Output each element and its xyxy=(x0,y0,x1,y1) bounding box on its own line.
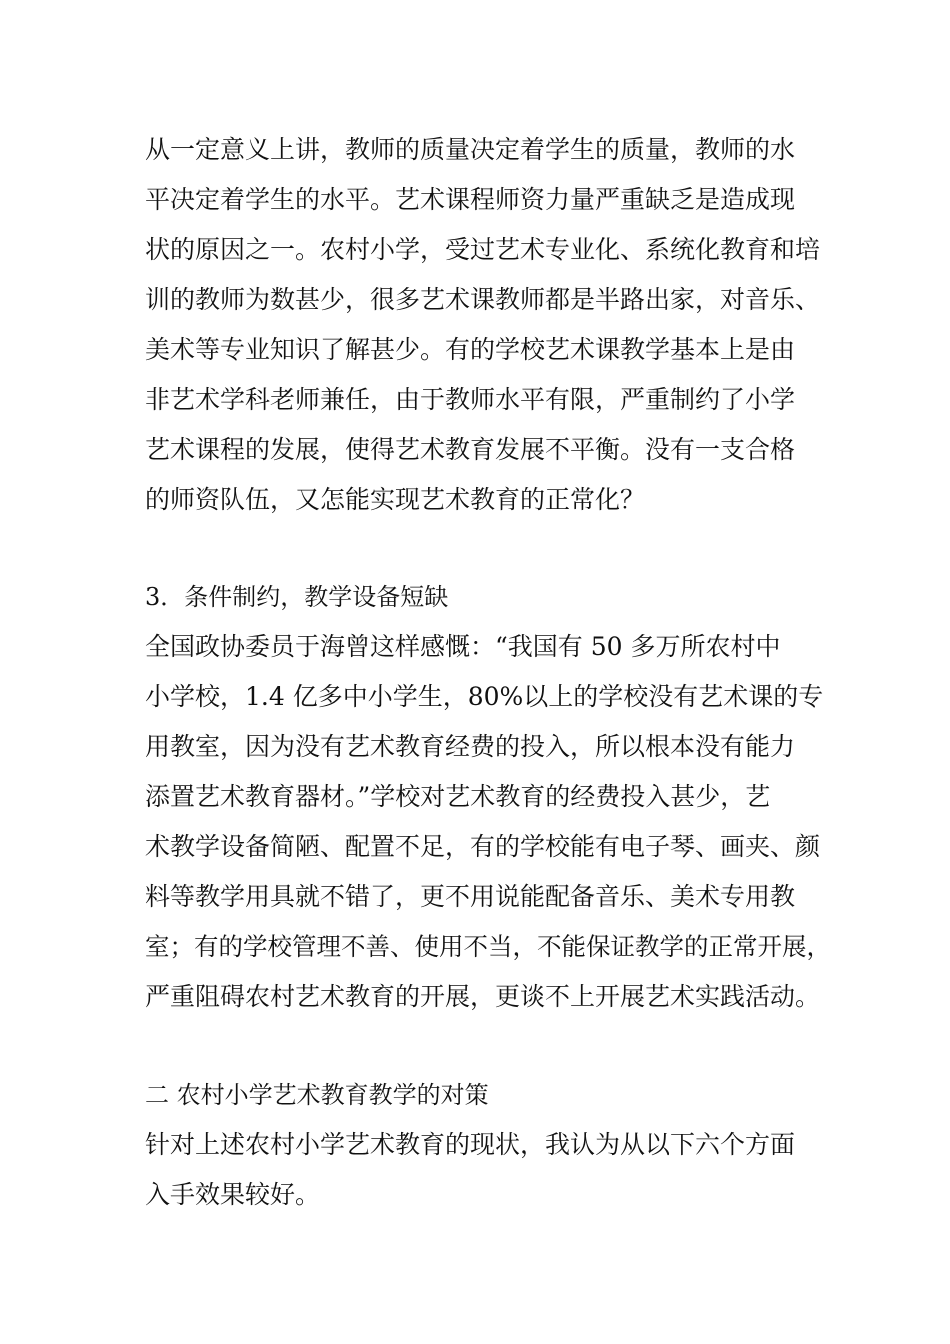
paragraph-line: 艺术课程的发展，使得艺术教育发展不平衡。没有一支合格 xyxy=(145,435,796,464)
paragraph-line: 状的原因之一。农村小学，受过艺术专业化、系统化教育和培 xyxy=(145,235,821,264)
paragraph-line: 针对上述农村小学艺术教育的现状，我认为从以下六个方面 xyxy=(145,1130,796,1159)
paragraph-line: 美术等专业知识了解甚少。有的学校艺术课教学基本上是由 xyxy=(145,335,796,364)
paragraph-line: 用教室，因为没有艺术教育经费的投入，所以根本没有能力 xyxy=(145,732,796,761)
paragraph-line: 入手效果较好。 xyxy=(145,1180,321,1209)
paragraph-line: 小学校，1.4 亿多中小学生，80%以上的学校没有艺术课的专 xyxy=(145,682,824,711)
paragraph-line: 添置艺术教育器材。”学校对艺术教育的经费投入甚少，艺 xyxy=(145,782,771,811)
paragraph-line: 术教学设备简陋、配置不足，有的学校能有电子琴、画夹、颜 xyxy=(145,832,821,861)
paragraph-line: 非艺术学科老师兼任，由于教师水平有限，严重制约了小学 xyxy=(145,385,796,414)
paragraph-line: 的师资队伍，又怎能实现艺术教育的正常化？ xyxy=(145,485,646,514)
paragraph-line: 严重阻碍农村艺术教育的开展，更谈不上开展艺术实践活动。 xyxy=(145,982,821,1011)
paragraph-line: 平决定着学生的水平。艺术课程师资力量严重缺乏是造成现 xyxy=(145,185,796,214)
paragraph-line: 训的教师为数甚少，很多艺术课教师都是半路出家，对音乐、 xyxy=(145,285,821,314)
section-heading: 3．条件制约，教学设备短缺 xyxy=(145,583,449,611)
paragraph-line: 全国政协委员于海曾这样感慨：“我国有 50 多万所农村中 xyxy=(145,632,781,661)
paragraph-line: 室；有的学校管理不善、使用不当，不能保证教学的正常开展， xyxy=(145,932,831,961)
paragraph-line: 从一定意义上讲，教师的质量决定着学生的质量，教师的水 xyxy=(145,135,796,164)
section-heading: 二 农村小学艺术教育教学的对策 xyxy=(145,1081,489,1109)
paragraph-line: 料等教学用具就不错了，更不用说能配备音乐、美术专用教 xyxy=(145,882,796,911)
